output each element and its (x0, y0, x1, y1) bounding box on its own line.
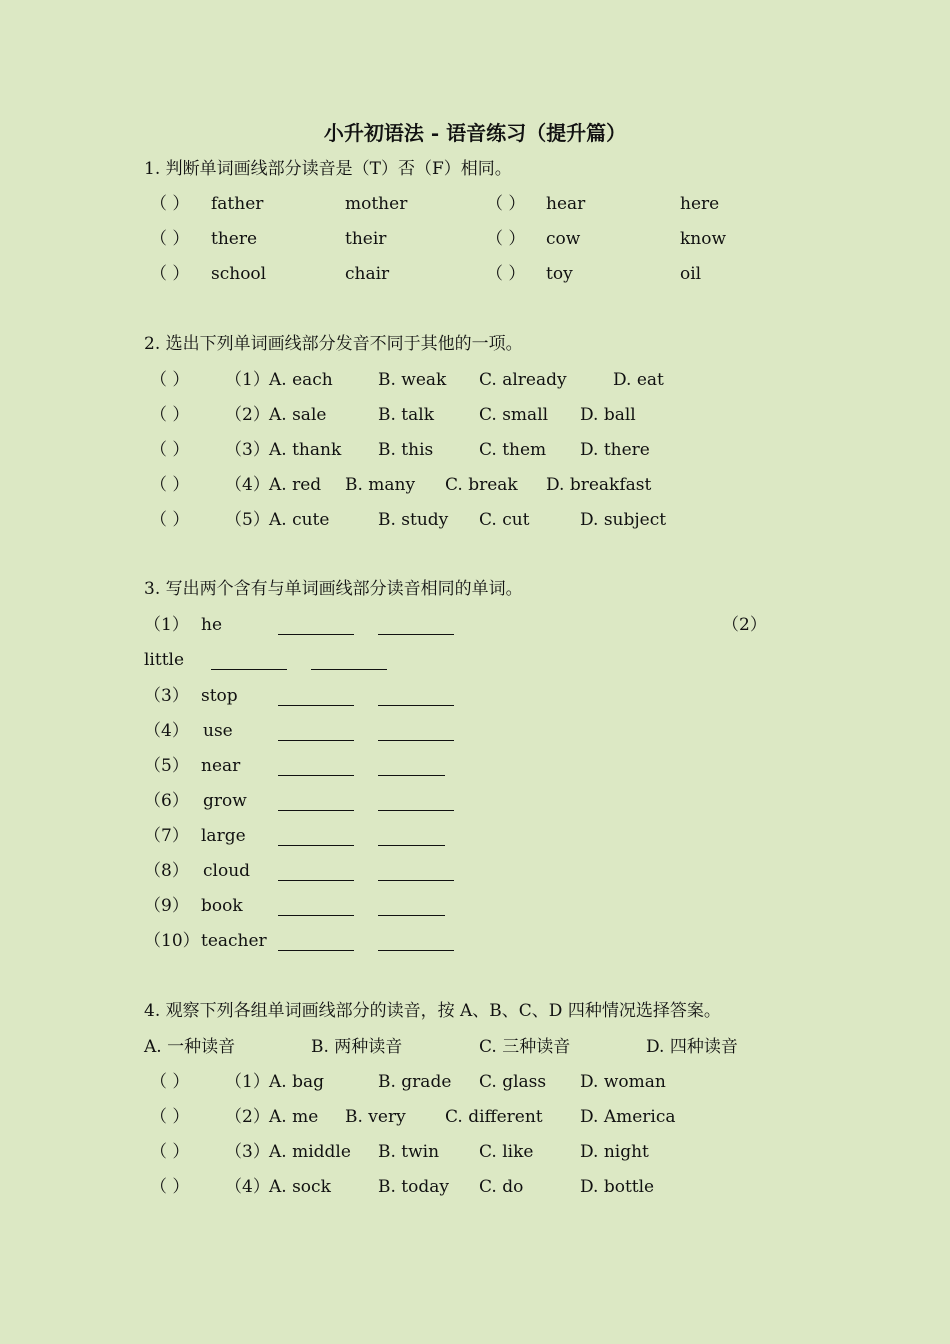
word: father (211, 194, 264, 214)
answer-paren[interactable]: （ ） (150, 475, 190, 495)
answer-blank[interactable] (378, 901, 445, 916)
answer-blank[interactable] (378, 796, 454, 811)
option-c: C. them (479, 440, 547, 460)
item-number: （3） (144, 686, 189, 706)
option-d: D. woman (580, 1072, 666, 1092)
word: little (144, 650, 185, 670)
word: book (201, 896, 243, 916)
item-number: （5） (144, 756, 189, 776)
option-d: D. ball (580, 405, 636, 425)
answer-paren[interactable]: （ ） (150, 440, 190, 460)
answer-paren[interactable]: （ ） (150, 405, 190, 425)
answer-paren[interactable]: （ ） (150, 1107, 190, 1127)
option-c: C. cut (479, 510, 530, 530)
option-b: B. study (378, 510, 449, 530)
answer-blank[interactable] (378, 620, 454, 635)
answer-paren[interactable]: （ ） (150, 264, 190, 284)
answer-blank[interactable] (378, 936, 454, 951)
word: near (201, 756, 241, 776)
word: mother (345, 194, 408, 214)
answer-blank[interactable] (278, 761, 354, 776)
answer-blank[interactable] (378, 691, 454, 706)
option-b: B. many (345, 475, 416, 495)
answer-blank[interactable] (278, 831, 354, 846)
answer-paren[interactable]: （ ） (486, 229, 526, 249)
answer-blank[interactable] (211, 655, 287, 670)
option-a: A. cute (269, 510, 330, 530)
section-4-heading: 4. 观察下列各组单词画线部分的读音，按 A、B、C、D 四种情况选择答案。 (144, 1001, 721, 1021)
word: grow (203, 791, 247, 811)
answer-paren[interactable]: （ ） (150, 510, 190, 530)
item-number: （7） (144, 826, 189, 846)
item-number: （3） (225, 440, 270, 460)
word: teacher (201, 931, 267, 951)
option-a: A. each (269, 370, 333, 390)
answer-blank[interactable] (278, 726, 354, 741)
answer-paren[interactable]: （ ） (150, 370, 190, 390)
option-d: D. there (580, 440, 650, 460)
answer-blank[interactable] (278, 691, 354, 706)
item-number: （8） (144, 861, 189, 881)
item-number: （10） (144, 931, 200, 951)
option-d: D. America (580, 1107, 676, 1127)
item-number: （4） (144, 721, 189, 741)
option-a: A. sock (269, 1177, 331, 1197)
option-c: C. small (479, 405, 549, 425)
answer-blank[interactable] (278, 901, 354, 916)
option-d: D. night (580, 1142, 649, 1162)
option-b: B. twin (378, 1142, 440, 1162)
word: he (201, 615, 223, 635)
option-d: D. eat (613, 370, 664, 390)
option-a: A. red (269, 475, 322, 495)
answer-option: A. 一种读音 (144, 1037, 236, 1057)
word: cow (546, 229, 581, 249)
answer-blank[interactable] (278, 620, 354, 635)
item-number: （1） (225, 1072, 270, 1092)
option-b: B. today (378, 1177, 449, 1197)
word: oil (680, 264, 702, 284)
option-c: C. like (479, 1142, 534, 1162)
item-number: （2） (225, 405, 270, 425)
option-d: D. bottle (580, 1177, 655, 1197)
answer-blank[interactable] (278, 796, 354, 811)
word: hear (546, 194, 586, 214)
item-number: （2） (225, 1107, 270, 1127)
item-number: （4） (225, 475, 270, 495)
answer-paren[interactable]: （ ） (150, 229, 190, 249)
option-b: B. talk (378, 405, 435, 425)
answer-option: D. 四种读音 (646, 1037, 738, 1057)
word: toy (546, 264, 573, 284)
answer-option: C. 三种读音 (479, 1037, 571, 1057)
answer-paren[interactable]: （ ） (150, 1177, 190, 1197)
answer-blank[interactable] (278, 866, 354, 881)
word: cloud (203, 861, 251, 881)
option-b: B. grade (378, 1072, 452, 1092)
option-b: B. weak (378, 370, 447, 390)
item-number: （1） (225, 370, 270, 390)
word: here (680, 194, 720, 214)
word: there (211, 229, 258, 249)
word: school (211, 264, 267, 284)
answer-paren[interactable]: （ ） (150, 194, 190, 214)
item-number: （4） (225, 1177, 270, 1197)
option-a: A. thank (269, 440, 342, 460)
word: their (345, 229, 387, 249)
page-title: 小升初语法 - 语音练习（提升篇） (323, 121, 627, 145)
option-a: A. sale (269, 405, 327, 425)
answer-option: B. 两种读音 (311, 1037, 403, 1057)
item-number: （1） (144, 615, 189, 635)
section-3-heading: 3. 写出两个含有与单词画线部分读音相同的单词。 (144, 579, 523, 599)
answer-paren[interactable]: （ ） (150, 1142, 190, 1162)
option-d: D. subject (580, 510, 667, 530)
option-c: C. break (445, 475, 518, 495)
word: use (203, 721, 233, 741)
item-number: （2） (722, 615, 767, 635)
answer-paren[interactable]: （ ） (486, 194, 526, 214)
option-c: C. glass (479, 1072, 547, 1092)
word: know (680, 229, 727, 249)
option-b: B. this (378, 440, 434, 460)
word: chair (345, 264, 390, 284)
option-d: D. breakfast (546, 475, 652, 495)
item-number: （6） (144, 791, 189, 811)
option-a: A. bag (269, 1072, 324, 1092)
section-2-heading: 2. 选出下列单词画线部分发音不同于其他的一项。 (144, 334, 523, 354)
answer-blank[interactable] (378, 831, 445, 846)
answer-blank[interactable] (378, 866, 454, 881)
item-number: （3） (225, 1142, 270, 1162)
item-number: （9） (144, 896, 189, 916)
option-b: B. very (345, 1107, 406, 1127)
answer-paren[interactable]: （ ） (150, 1072, 190, 1092)
answer-blank[interactable] (378, 726, 454, 741)
word: stop (201, 686, 238, 706)
answer-blank[interactable] (278, 936, 354, 951)
word: large (201, 826, 246, 846)
option-c: C. already (479, 370, 567, 390)
answer-blank[interactable] (311, 655, 387, 670)
section-1-heading: 1. 判断单词画线部分读音是（T）否（F）相同。 (144, 159, 512, 179)
option-c: C. do (479, 1177, 524, 1197)
answer-paren[interactable]: （ ） (486, 264, 526, 284)
answer-blank[interactable] (378, 761, 445, 776)
option-c: C. different (445, 1107, 543, 1127)
option-a: A. me (269, 1107, 319, 1127)
option-a: A. middle (269, 1142, 351, 1162)
item-number: （5） (225, 510, 270, 530)
